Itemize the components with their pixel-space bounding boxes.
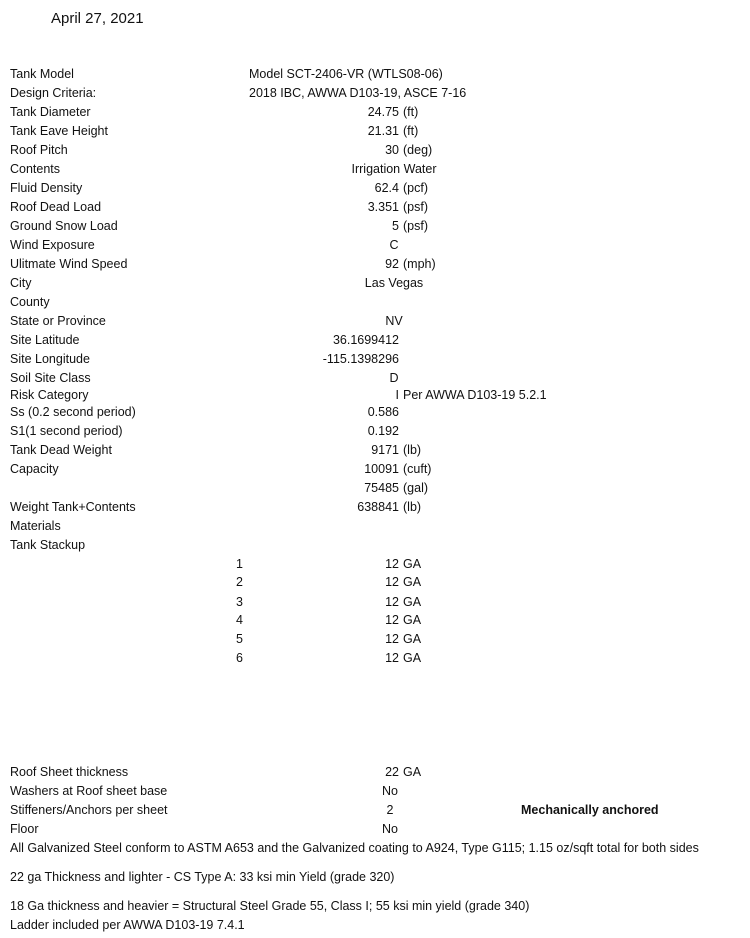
row-label: Tank Eave Height — [10, 124, 108, 138]
row-label: Wind Exposure — [10, 238, 95, 252]
row-unit: GA — [403, 765, 422, 779]
row-unit: (mph) — [403, 257, 436, 271]
row-label: S1(1 second period) — [10, 424, 123, 438]
row-value: 62.4 — [374, 181, 399, 195]
row-label: Risk Category — [10, 388, 89, 402]
row-label: Site Latitude — [10, 333, 80, 347]
row-unit: (lb) — [403, 500, 422, 514]
row-unit: (psf) — [403, 219, 428, 233]
row-value: 5 — [392, 219, 399, 233]
row-label: State or Province — [10, 314, 106, 328]
row-unit: (cuft) — [403, 462, 432, 476]
note-line: Ladder included per AWWA D103-19 7.4.1 — [10, 918, 245, 932]
row-label: Weight Tank+Contents — [10, 500, 136, 514]
stackup-unit: GA — [403, 632, 422, 646]
note-line: All Galvanized Steel conform to ASTM A653 and the Galvanized coating to A924, Type G115; 1.15 oz/sqft total for both sides — [10, 841, 699, 855]
stackup-value: 12 — [385, 632, 399, 646]
row-value: I — [395, 388, 399, 402]
stackup-ring-number: 5 — [236, 632, 243, 646]
document-date: April 27, 2021 — [51, 10, 144, 27]
row-value: 0.192 — [367, 424, 399, 438]
row-value: 21.31 — [367, 124, 399, 138]
row-unit: (ft) — [403, 105, 419, 119]
row-value: 10091 — [364, 462, 399, 476]
row-unit: (ft) — [403, 124, 419, 138]
stackup-ring-number: 3 — [236, 595, 243, 609]
row-value: NV — [385, 314, 403, 328]
row-value: 2 — [386, 803, 394, 817]
row-label: Materials — [10, 519, 61, 533]
row-label: Roof Pitch — [10, 143, 68, 157]
note-line: 18 Ga thickness and heavier = Structural Steel Grade 55, Class I; 55 ksi min yield (grade 340) — [10, 899, 530, 913]
row-label: City — [10, 276, 32, 290]
row-unit: (gal) — [403, 481, 429, 495]
stackup-value: 12 — [385, 651, 399, 665]
row-value: No — [382, 784, 398, 798]
row-label: Site Longitude — [10, 352, 90, 366]
row-label: Roof Dead Load — [10, 200, 102, 214]
row-label: Stiffeners/Anchors per sheet — [10, 803, 168, 817]
row-label: Tank Diameter — [10, 105, 91, 119]
row-value: D — [389, 371, 399, 385]
stackup-ring-number: 2 — [236, 575, 243, 589]
stackup-unit: GA — [403, 595, 422, 609]
stackup-ring-number: 1 — [236, 557, 243, 571]
stackup-ring-number: 4 — [236, 613, 243, 627]
row-label: Soil Site Class — [10, 371, 91, 385]
stackup-ring-number: 6 — [236, 651, 243, 665]
row-value: 9171 — [371, 443, 399, 457]
row-label: Ulitmate Wind Speed — [10, 257, 128, 271]
stackup-unit: GA — [403, 575, 422, 589]
row-value: 3.351 — [367, 200, 399, 214]
row-value: 36.1699412 — [332, 333, 399, 347]
row-label: Floor — [10, 822, 39, 836]
row-label: Contents — [10, 162, 61, 176]
row-value: 22 — [385, 765, 399, 779]
stackup-unit: GA — [403, 557, 422, 571]
row-label: Ss (0.2 second period) — [10, 405, 136, 419]
stackup-unit: GA — [403, 613, 422, 627]
row-label: Roof Sheet thickness — [10, 765, 129, 779]
row-unit: (psf) — [403, 200, 428, 214]
row-value: -115.1398296 — [322, 352, 399, 366]
row-label: County — [10, 295, 50, 309]
row-value: No — [382, 822, 398, 836]
row-value: 638841 — [357, 500, 399, 514]
stackup-unit: GA — [403, 651, 422, 665]
row-value: 0.586 — [367, 405, 399, 419]
row-label: Capacity — [10, 462, 59, 476]
row-value: 30 — [385, 143, 399, 157]
row-value: Irrigation Water — [351, 162, 437, 176]
note-line: 22 ga Thickness and lighter - CS Type A: 33 ksi min Yield (grade 320) — [10, 870, 395, 884]
row-label: Fluid Density — [10, 181, 83, 195]
row-unit: (pcf) — [403, 181, 428, 195]
row-unit: (lb) — [403, 443, 422, 457]
row-value: Model SCT-2406-VR (WTLS08-06) — [249, 67, 443, 81]
row-value: C — [389, 238, 399, 252]
stackup-value: 12 — [385, 575, 399, 589]
row-label: Design Criteria: — [10, 86, 97, 100]
row-label: Tank Dead Weight — [10, 443, 112, 457]
row-value: 92 — [385, 257, 399, 271]
row-value: Las Vegas — [364, 276, 424, 290]
row-value: 2018 IBC, AWWA D103-19, ASCE 7-16 — [249, 86, 467, 100]
row-unit: Per AWWA D103-19 5.2.1 — [403, 388, 547, 402]
stackup-value: 12 — [385, 595, 399, 609]
stackup-value: 12 — [385, 613, 399, 627]
row-label: Tank Model — [10, 67, 74, 81]
row-unit: (deg) — [403, 143, 433, 157]
row-note: Mechanically anchored — [521, 803, 659, 817]
row-label: Washers at Roof sheet base — [10, 784, 168, 798]
stackup-value: 12 — [385, 557, 399, 571]
row-value: 24.75 — [367, 105, 399, 119]
row-value: 75485 — [364, 481, 399, 495]
row-label: Ground Snow Load — [10, 219, 118, 233]
row-label: Tank Stackup — [10, 538, 86, 552]
